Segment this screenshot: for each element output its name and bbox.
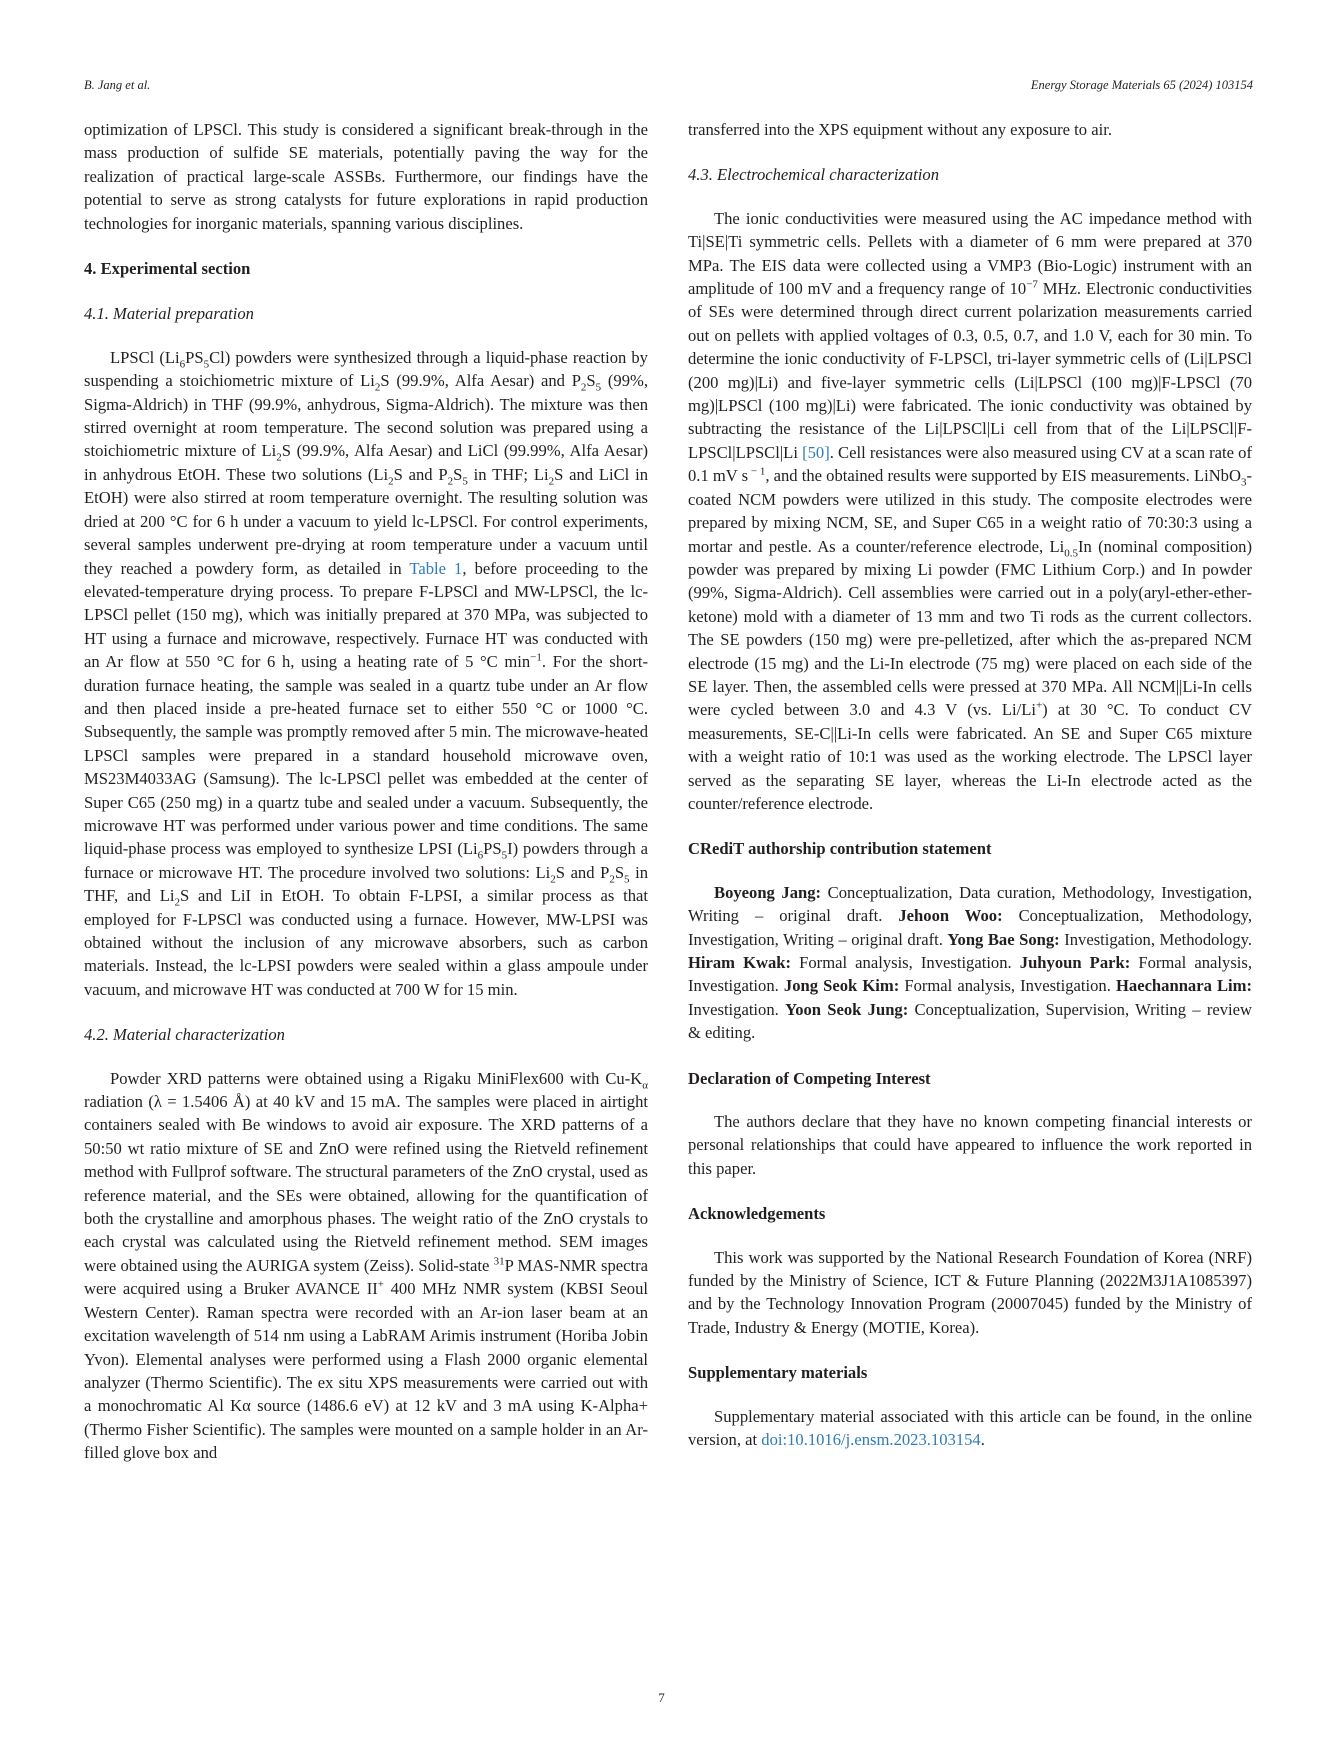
credit-author-name: Jehoon Woo: [898, 906, 1003, 926]
credit-author-roles: Conceptualization, Data curation, Methodology, Investigation, Writing – original draft. [688, 882, 1252, 926]
right-column [688, 118, 1252, 1452]
material-characterization-paragraph: Powder XRD patterns were obtained using a Rigaku MiniFlex600 with $Cu-K_\alpha$ radiation (λ = 1.5406 Å) at 40 kV and 15 mA. The samples were placed in airtight containers sealed with Be windows to avoid air exposure. The XRD patterns of a 50:50 wt ratio mixture of SE and ZnO were refined using the Rietveld refinement method with Fullprof software. The structural parameters of the ZnO crystal, used as reference material, and the SEs were obtained, allowing for the quantification of both the crystalline and amorphous phases. The weight ratio of the ZnO crystals to each crystal was calculated using the Rietveld refinement method. SEM images were obtained using the AURIGA system (Zeiss). Solid-state $^{31}$P MAS-NMR spectra were acquired using a Bruker AVANCE II+ 400 MHz NMR system (KBSI Seoul Western Center). Raman spectra were recorded with an Ar-ion laser beam at an excitation wavelength of 514 nm using a LabRAM Arimis instrument (Horiba Jobin Yvon). Elemental analyses were performed using a Flash 2000 organic elemental analyzer (Thermo Scientific). The ex situ XPS measurements were carried out with a monochromatic Al Kα source (1486.6 eV) at 12 kV and 3 mA using K-Alpha+ (Thermo Fisher Scientific). The samples were mounted on a sample holder in an Ar-filled glove box and [84, 1068, 648, 1463]
reference-50-link[interactable]: [50] [802, 442, 830, 462]
credit-author-roles: Conceptualization, Supervision, Writing – review & editing. [688, 999, 1252, 1043]
credit-author-name: Jong Seok Kim: [783, 976, 900, 996]
supplementary-heading: Supplementary materials [688, 1363, 868, 1383]
running-header-authors: B. Jang et al. [84, 78, 151, 92]
credit-author-name: Yoon Seok Jung: [785, 999, 909, 1019]
continued-paragraph: transferred into the XPS equipment without any exposure to air. [688, 120, 1112, 139]
credit-author-name: Juhyoun Park: [1019, 953, 1131, 972]
credit-heading: CRediT authorship contribution statement [688, 839, 992, 859]
section-4-2-heading: 4.2. Material characterization [84, 1025, 285, 1045]
competing-interest-paragraph: The authors declare that they have no known competing financial interests or personal relationships that could have appeared to influence the work reported in this paper. [688, 1112, 1252, 1178]
acknowledgements-paragraph: This work was supported by the National Research Foundation of Korea (NRF) funded by the Ministry of Science, ICT & Future Planning (2022M3J1A1085397) and by the Technology Innovation Program (20007045) funded by the Ministry of Trade, Industry & Energy (MOTIE, Korea). [688, 1247, 1252, 1337]
credit-author-name: Yong Bae Song: [947, 929, 1060, 949]
credit-author-roles: Investigation. [688, 999, 786, 1019]
section-4-1-heading: 4.1. Material preparation [84, 304, 254, 324]
competing-interest-heading: Declaration of Competing Interest [688, 1068, 931, 1088]
table-1-link[interactable]: Table 1 [409, 558, 463, 578]
material-preparation-paragraph: LPSCl $(Li_6PS_5Cl)$ powders were synthesized through a liquid-phase reaction by suspending a stoichiometric mixture of $Li_2S$ (99.9%, Alfa Aesar) and $P_2S_5$ (99%, Sigma-Aldrich) in THF (99.9%, anhydrous, Sigma-Aldrich). The mixture was then stirred overnight at room temperature. The second solution was prepared using a stoichiometric mixture of $Li_2S$ (99.9%, Alfa Aesar) and LiCl (99.99%, Alfa Aesar) in anhydrous EtOH. These two solutions ($Li_2S$ and $P_2S_5$ in THF; $Li_2S$ and LiCl in EtOH) were also stirred at room temperature overnight. The resulting solution was dried at 200 °C for 6 h under a vacuum to yield lc-LPSCl. For control experiments, several samples underwent pre-drying at room temperature under a vacuum until they reached a powdery form, as detailed in Table 1, before proceeding to the elevated-temperature drying process. To prepare F-LPSCl and MW-LPSCl, the lc-LPSCl pellet (150 mg), which was initially prepared at 370 MPa, was subjected to HT using a furnace and microwave, respectively. Furnace HT was conducted with an Ar flow at 550 °C for 6 h, using a heating rate of 5 °C $\min^{-1}$. For the short-duration furnace heating, the sample was sealed in a quartz tube under an Ar flow and then placed inside a pre-heated furnace set to either 550 °C or 1000 °C. Subsequently, the sample was promptly removed after 5 min. The microwave-heated LPSCl samples were prepared in a standard household microwave oven, MS23M4033AG (Samsung). The lc-LPSCl pellet was embedded at the center of Super C65 (250 mg) in a quartz tube and sealed under a vacuum. Subsequently, the microwave HT was performed under various power and time conditions. The same liquid-phase process was employed to synthesize LPSI $(Li_6PS_5I)$ powders through a furnace or microwave HT. The procedure involved two solutions: $Li_2S$ and $P_2S_5$ in THF, and $Li_2S$ and LiI in EtOH. To obtain F-LPSI, a similar process as that employed for F-LPSCl was conducted using a furnace. However, MW-LPSI was obtained without the inclusion of any microwave absorbers, such as carbon materials. Instead, the lc-LPSI powders were sealed within a glass ampoule under vacuum, and microwave HT was conducted at 700 W for 15 min. [84, 347, 649, 999]
credit-author-name: Haechannara Lim: [1116, 976, 1253, 996]
section-4-heading: 4. Experimental section [84, 259, 251, 279]
acknowledgements-heading: Acknowledgements [688, 1204, 826, 1224]
page-number: 7 [658, 1690, 665, 1705]
intro-paragraph: optimization of LPSCl. This study is considered a significant break-through in the mass production of sulfide SE materials, potentially paving the way for the realization of practical large-scale ASSBs. Furthermore, our findings have the potential to serve as strong catalysts for future explorations in rapid production technologies for inorganic materials, spanning various disciplines. [84, 120, 648, 233]
credit-author-roles: Formal analysis, Investigation. [899, 976, 1116, 996]
supplementary-paragraph: Supplementary material associated with this article can be found, in the online version, at doi:10.1016/j.ensm.2023.103154. [688, 1406, 1252, 1450]
credit-author-roles: Formal analysis, Investigation. [791, 953, 1020, 972]
credit-paragraph [688, 881, 1252, 1045]
electrochemical-paragraph: The ionic conductivities were measured using the AC impedance method with Ti|SE|Ti symmetric cells. Pellets with a diameter of 6 mm were prepared at 370 MPa. The EIS data were collected using a VMP3 (Bio-Logic) instrument with an amplitude of 100 mV and a frequency range of $10^{-7}$ MHz. Electronic conductivities of SEs were determined through direct current polarization measurements carried out on pellets with applied voltages of 0.3, 0.5, 0.7, and 1.0 V, each for 30 min. To determine the ionic conductivity of F-LPSCl, tri-layer symmetric cells of (Li|LPSCl (200 mg)|Li) and five-layer symmetric cells (Li|LPSCl (100 mg)|F-LPSCl (70 mg)|LPSCl (100 mg)|Li) were fabricated. The ionic conductivity was obtained by subtracting the resistance of the Li|LPSCl|Li cell from that of the Li|LPSCl|F-LPSCl|LPSCl|Li [50]. Cell resistances were also measured using CV at a scan rate of 0.1 mV s $^{- 1}$, and the obtained results were supported by EIS measurements. LiNbO$_3$-coated NCM powders were utilized in this study. The composite electrodes were prepared by mixing NCM, SE, and Super C65 in a weight ratio of 70:30:3 using a mortar and pestle. As a counter/reference electrode, $Li_{0.5}In$ (nominal composition) powder was prepared by mixing Li powder (FMC Lithium Corp.) and In powder (99%, Sigma-Aldrich). Cell assemblies were carried out in a poly(aryl-ether-ether-ketone) mold with a diameter of 13 mm and two Ti rods as the current collectors. The SE powders (150 mg) were pre-pelletized, after which the as-prepared NCM electrode (15 mg) and the Li-In electrode (75 mg) were placed on each side of the SE layer. Then, the assembled cells were pressed at 370 MPa. All NCM||Li-In cells were cycled between 3.0 and 4.3 V (vs. Li/Li+) at 30 °C. To conduct CV measurements, SE-C||Li-In cells were fabricated. An SE and Super C65 mixture with a weight ratio of 10:1 was used as the working electrode. The LPSCl layer served as the separating SE layer, whereas the Li-In electrode acted as the counter/reference electrode. [688, 208, 1252, 813]
credit-author-name: Boyeong Jang: [714, 882, 822, 902]
credit-author-name: Hiram Kwak: [688, 953, 792, 972]
section-4-3-heading: 4.3. Electrochemical characterization [688, 165, 939, 185]
left-column [84, 118, 648, 1465]
running-header-journal: Energy Storage Materials 65 (2024) 103154 [1030, 78, 1253, 92]
credit-author-roles: Conceptualization, Methodology, Investigation, Writing – original draft. [688, 906, 1252, 949]
credit-author-roles: Investigation, Methodology. [1059, 929, 1253, 949]
credit-author-roles: Formal analysis, Investigation. [688, 953, 1252, 996]
doi-link[interactable]: doi:10.1016/j.ensm.2023.103154 [761, 1430, 981, 1450]
